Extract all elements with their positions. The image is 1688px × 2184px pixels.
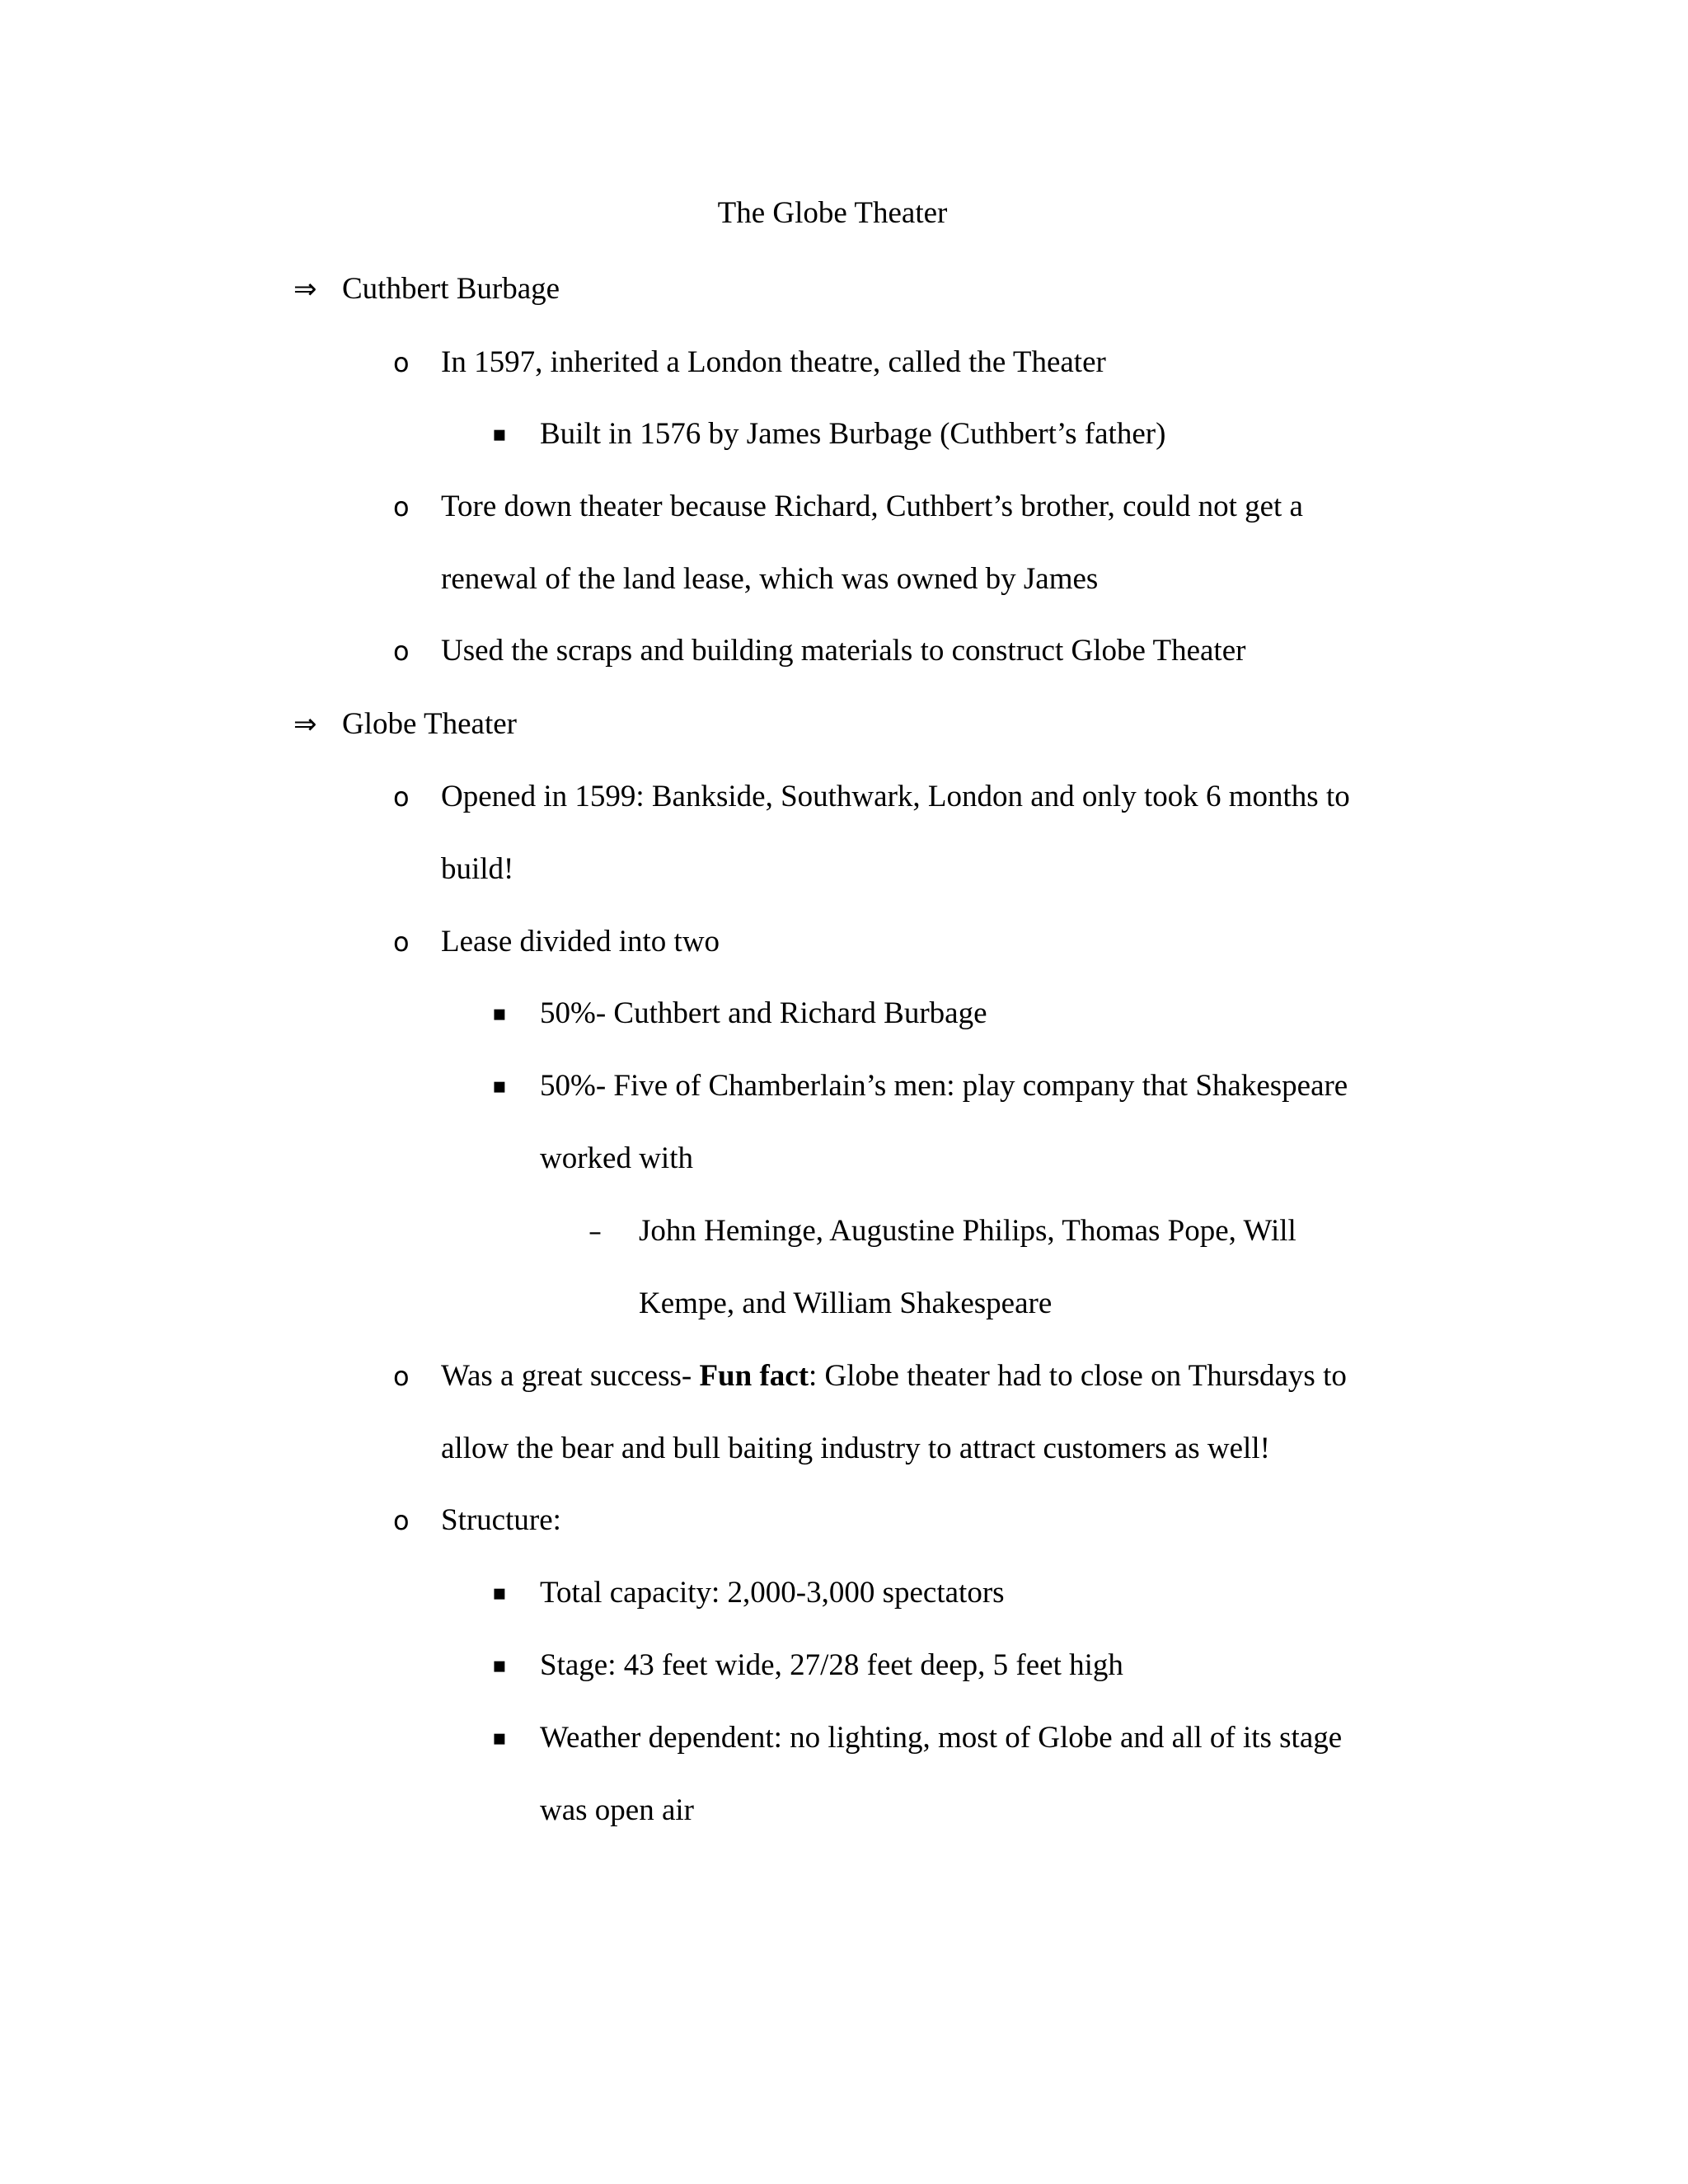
arrow-bullet-icon: ⇒ [293, 708, 317, 741]
sub-list-item: 50%- Five of Chamberlain’s men: play company that Shakespeare [540, 1069, 1348, 1103]
list-item: Tore down theater because Richard, Cuthbert’s brother, could not get a [441, 490, 1303, 523]
page-title: The Globe Theater [717, 196, 948, 230]
sub-list-item: Built in 1576 by James Burbage (Cuthbert’s father) [540, 417, 1166, 451]
list-item [441, 1340, 1347, 1413]
arrow-bullet-icon: ⇒ [293, 273, 317, 306]
circle-bullet-icon: o [393, 491, 410, 523]
sub-list-item: 50%- Cuthbert and Richard Burbage [540, 996, 987, 1030]
sub-list-item: Stage: 43 feet wide, 27/28 feet deep, 5 feet high [540, 1648, 1123, 1682]
square-bullet-icon: ▪ [492, 1074, 507, 1099]
square-bullet-icon: ▪ [492, 1581, 507, 1605]
dash-list-item: John Heminge, Augustine Philips, Thomas Pope, Will [639, 1214, 1296, 1248]
fun-fact-prefix: Was a great success- [441, 1359, 700, 1393]
square-bullet-icon: ▪ [492, 1001, 507, 1026]
square-bullet-icon: ▪ [492, 422, 507, 447]
sub-list-item: Weather dependent: no lighting, most of Globe and all of its stage [540, 1721, 1343, 1755]
circle-bullet-icon: o [393, 347, 410, 378]
dash-list-item-continuation: Kempe, and William Shakespeare [639, 1286, 1053, 1320]
list-item-continuation: build! [441, 852, 514, 886]
section-heading: Cuthbert Burbage [342, 272, 560, 306]
list-item-continuation: allow the bear and bull baiting industry to attract customers as well! [441, 1432, 1270, 1465]
circle-bullet-icon: o [393, 1505, 410, 1536]
section-heading: Globe Theater [342, 707, 517, 741]
fun-fact-suffix: : Globe theater had to close on Thursdays to [809, 1359, 1347, 1393]
list-item: Used the scraps and building materials to construct Globe Theater [441, 634, 1246, 668]
circle-bullet-icon: o [393, 1361, 410, 1392]
sub-list-item: Total capacity: 2,000-3,000 spectators [540, 1576, 1005, 1610]
list-item: In 1597, inherited a London theatre, called the Theater [441, 345, 1106, 379]
list-item: Opened in 1599: Bankside, Southwark, London and only took 6 months to [441, 780, 1350, 813]
circle-bullet-icon: o [393, 635, 410, 667]
square-bullet-icon: ▪ [492, 1726, 507, 1750]
fun-fact-label: Fun fact [699, 1359, 809, 1393]
sub-list-item-continuation: worked with [540, 1141, 693, 1175]
list-item: Lease divided into two [441, 925, 720, 958]
square-bullet-icon: ▪ [492, 1653, 507, 1678]
list-item: Structure: [441, 1503, 561, 1537]
circle-bullet-icon: o [393, 781, 410, 813]
circle-bullet-icon: o [393, 926, 410, 958]
list-item-continuation: renewal of the land lease, which was owned by James [441, 562, 1099, 596]
sub-list-item-continuation: was open air [540, 1793, 694, 1827]
dash-bullet-icon: – [588, 1216, 602, 1247]
